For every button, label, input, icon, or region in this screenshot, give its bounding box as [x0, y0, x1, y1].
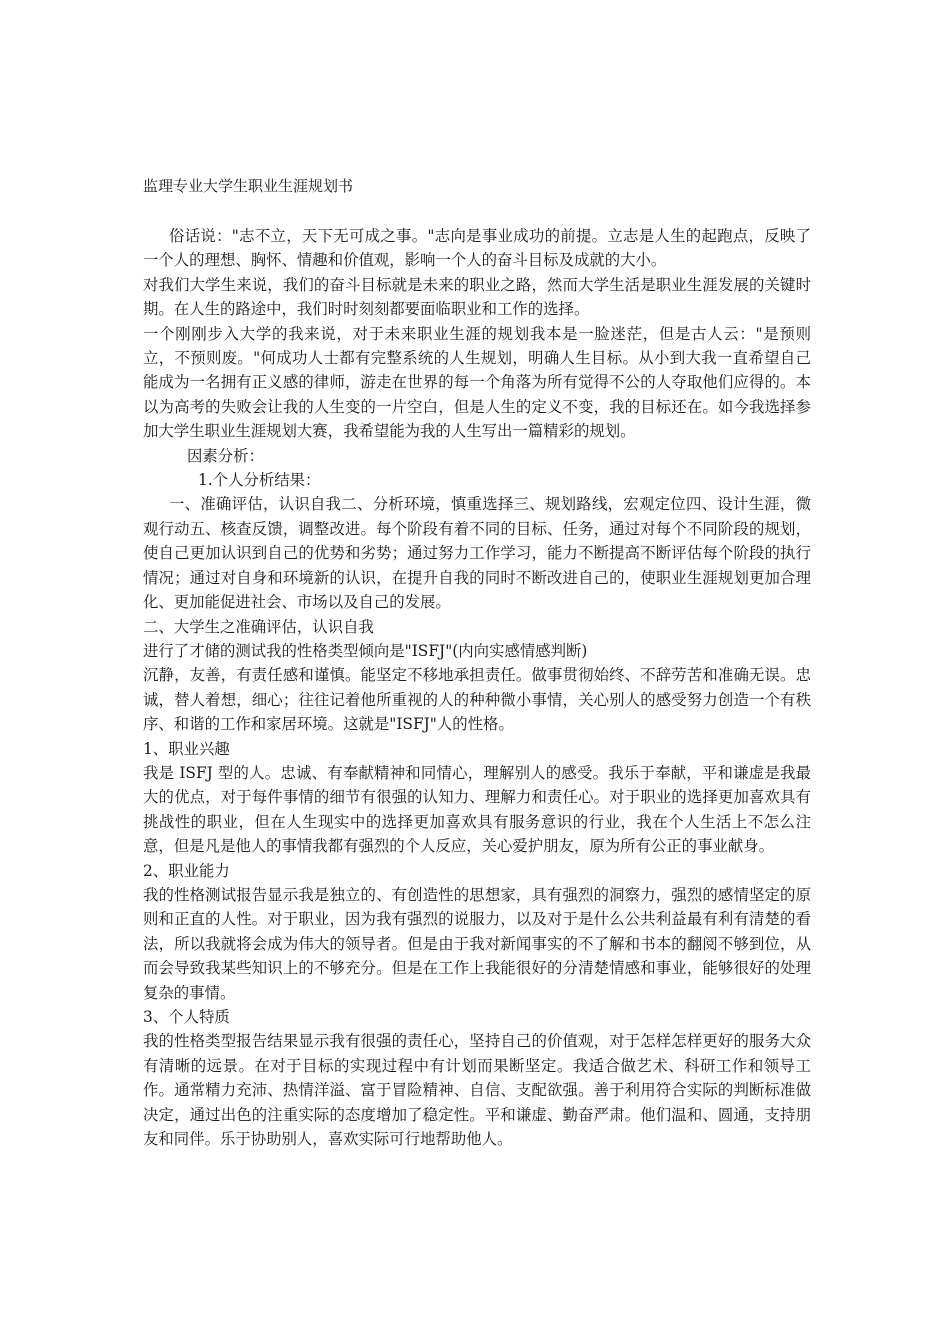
heading-factor-analysis: 因素分析：: [187, 446, 264, 465]
heading-self-assessment: 二、大学生之准确评估，认识自我: [143, 617, 374, 636]
heading-career-ability: 2、职业能力: [143, 861, 230, 880]
document-body: [143, 174, 811, 1151]
paragraph-career-ability: 我的性格测试报告显示我是独立的、有创造性的思想家，具有强烈的洞察力，强烈的感情坚定的原则和正直的人性。对于职业，因为我有强烈的说服力，以及对于是什么公共利益最有利有清楚的看法，所以我就将会成为伟大的领导者。但是由于我对新闻事实的不了解和书本的翻阅不够到位，从而会导致我某些知识上的不够充分。但是在工作上我能很好的分清楚情感和事业，能够很好的处理复杂的事情。: [143, 885, 811, 1002]
heading-personal-analysis: 1.个人分析结果：: [198, 471, 321, 490]
paragraph-proverb: 俗话说："志不立，天下无可成之事。"志向是事业成功的前提。立志是人生的起跑点，反映了一个人的理想、胸怀、情趣和价值观，影响一个人的奋斗目标及成就的大小。: [143, 227, 811, 270]
paragraph-five-steps: 一、准确评估，认识自我二、分析环境，慎重选择三、规划路线，宏观定位四、设计生涯，微观行动五、核查反馈，调整改进。每个阶段有着不同的目标、任务，通过对每个不同阶段的规划，使自己更加认识到自己的优势和劣势；通过努力工作学习，能力不断提高不断评估每个阶段的执行情况；通过对自身和环境新的认识，在提升自我的同时不断改进自己的，使职业生涯规划更加合理化、更加能促进社会、市场以及自己的发展。: [143, 495, 811, 612]
paragraph-career-interest: 我是 ISFJ 型的人。忠诚、有奉献精神和同情心，理解别人的感受。我乐于奉献，平和谦虚是我最大的优点，对于每件事情的细节有很强的认知力、理解力和责任心。对于职业的选择更加喜欢具有挑战性的职业，但在人生现实中的选择更加喜欢具有服务意识的行业，我在个人生活上不怎么注意，但是凡是他人的事情我都有强烈的个人反应，关心爱护朋友，原为所有公正的事业献身。: [143, 763, 811, 856]
paragraph-personal-plan: 一个刚刚步入大学的我来说，对于未来职业生涯的规划我本是一脸迷茫，但是古人云："是预则立，不预则废。"何成功人士都有完整系统的人生规划，明确人生目标。从小到大我一直希望自己能成为一名拥有正义感的律师，游走在世界的每一个角落为所有觉得不公的人夺取他们应得的。本以为高考的失败会让我的人生变的一片空白，但是人生的定义不变，我的目标还在。如今我选择参加大学生职业生涯规划大赛，我希望能为我的人生写出一篇精彩的规划。: [143, 324, 811, 441]
document-title: 监理专业大学生职业生涯规划书: [143, 177, 354, 195]
paragraph-student-goal: 对我们大学生来说，我们的奋斗目标就是未来的职业之路，然而大学生活是职业生涯发展的关键时期。在人生的路途中，我们时时刻刻都要面临职业和工作的选择。: [143, 275, 811, 319]
paragraph-isfj-test: 进行了才储的测试我的性格类型倾向是"ISFJ"(内向实感情感判断): [143, 641, 588, 660]
heading-personal-traits: 3、个人特质: [143, 1008, 230, 1026]
heading-career-interest: 1、职业兴趣: [143, 739, 230, 758]
paragraph-personal-traits: 我的性格类型报告结果显示我有很强的责任心，坚持自己的价值观，对于怎样怎样更好的服务大众有清晰的远景。在对于目标的实现过程中有计划而果断坚定。我适合做艺术、科研工作和领导工作。通常精力充沛、热情洋溢、富于冒险精神、自信、支配欲强。善于利用符合实际的判断标准做决定，通过出色的注重实际的态度增加了稳定性。平和谦虚、勤奋严肃。他们温和、圆通，支持朋友和同伴。乐于协助别人，喜欢实际可行地帮助他人。: [143, 1032, 811, 1149]
paragraph-isfj-traits: 沉静，友善，有责任感和谨慎。能坚定不移地承担责任。做事贯彻始终、不辞劳苦和准确无误。忠诚，替人着想，细心；往往记着他所重视的人的种种微小事情，关心别人的感受努力创造一个有秩序、和谐的工作和家居环境。这就是"ISFJ"人的性格。: [143, 666, 811, 734]
